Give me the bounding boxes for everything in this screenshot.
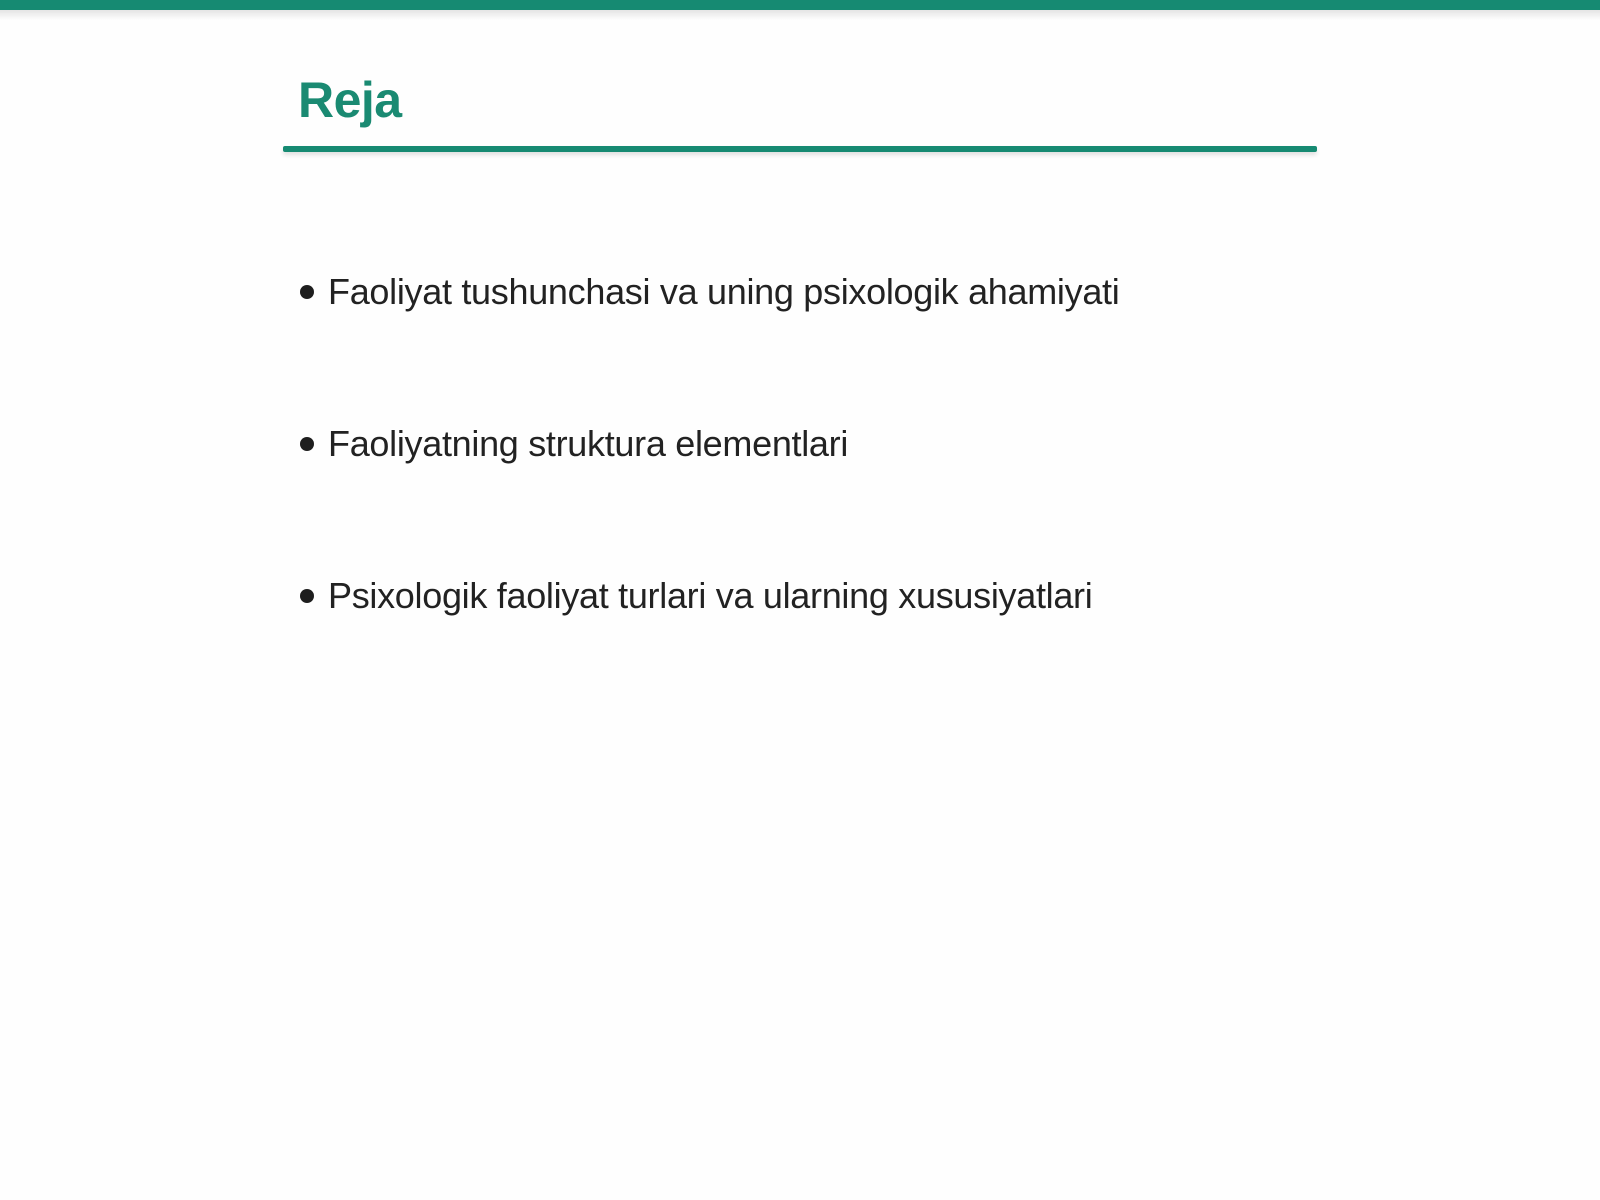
- bullet-text: Faoliyatning struktura elementlari: [328, 423, 849, 464]
- top-accent-band: [0, 0, 1600, 10]
- bullet-text: Psixologik faoliyat turlari va ularning xususiyatlari: [328, 575, 1093, 616]
- bullet-dot-icon: [300, 285, 314, 299]
- bullet-text: Faoliyat tushunchasi va uning psixologik ahamiyati: [328, 271, 1120, 312]
- title-underline: [283, 146, 1317, 152]
- bullet-dot-icon: [300, 437, 314, 451]
- bullet-item: [300, 576, 1119, 616]
- bullet-item: [300, 272, 1119, 312]
- top-band-shadow: [0, 10, 1600, 20]
- slide-title: Reja: [298, 72, 402, 128]
- bullet-list: [300, 272, 1119, 728]
- bullet-item: [300, 424, 1119, 464]
- bullet-dot-icon: [300, 589, 314, 603]
